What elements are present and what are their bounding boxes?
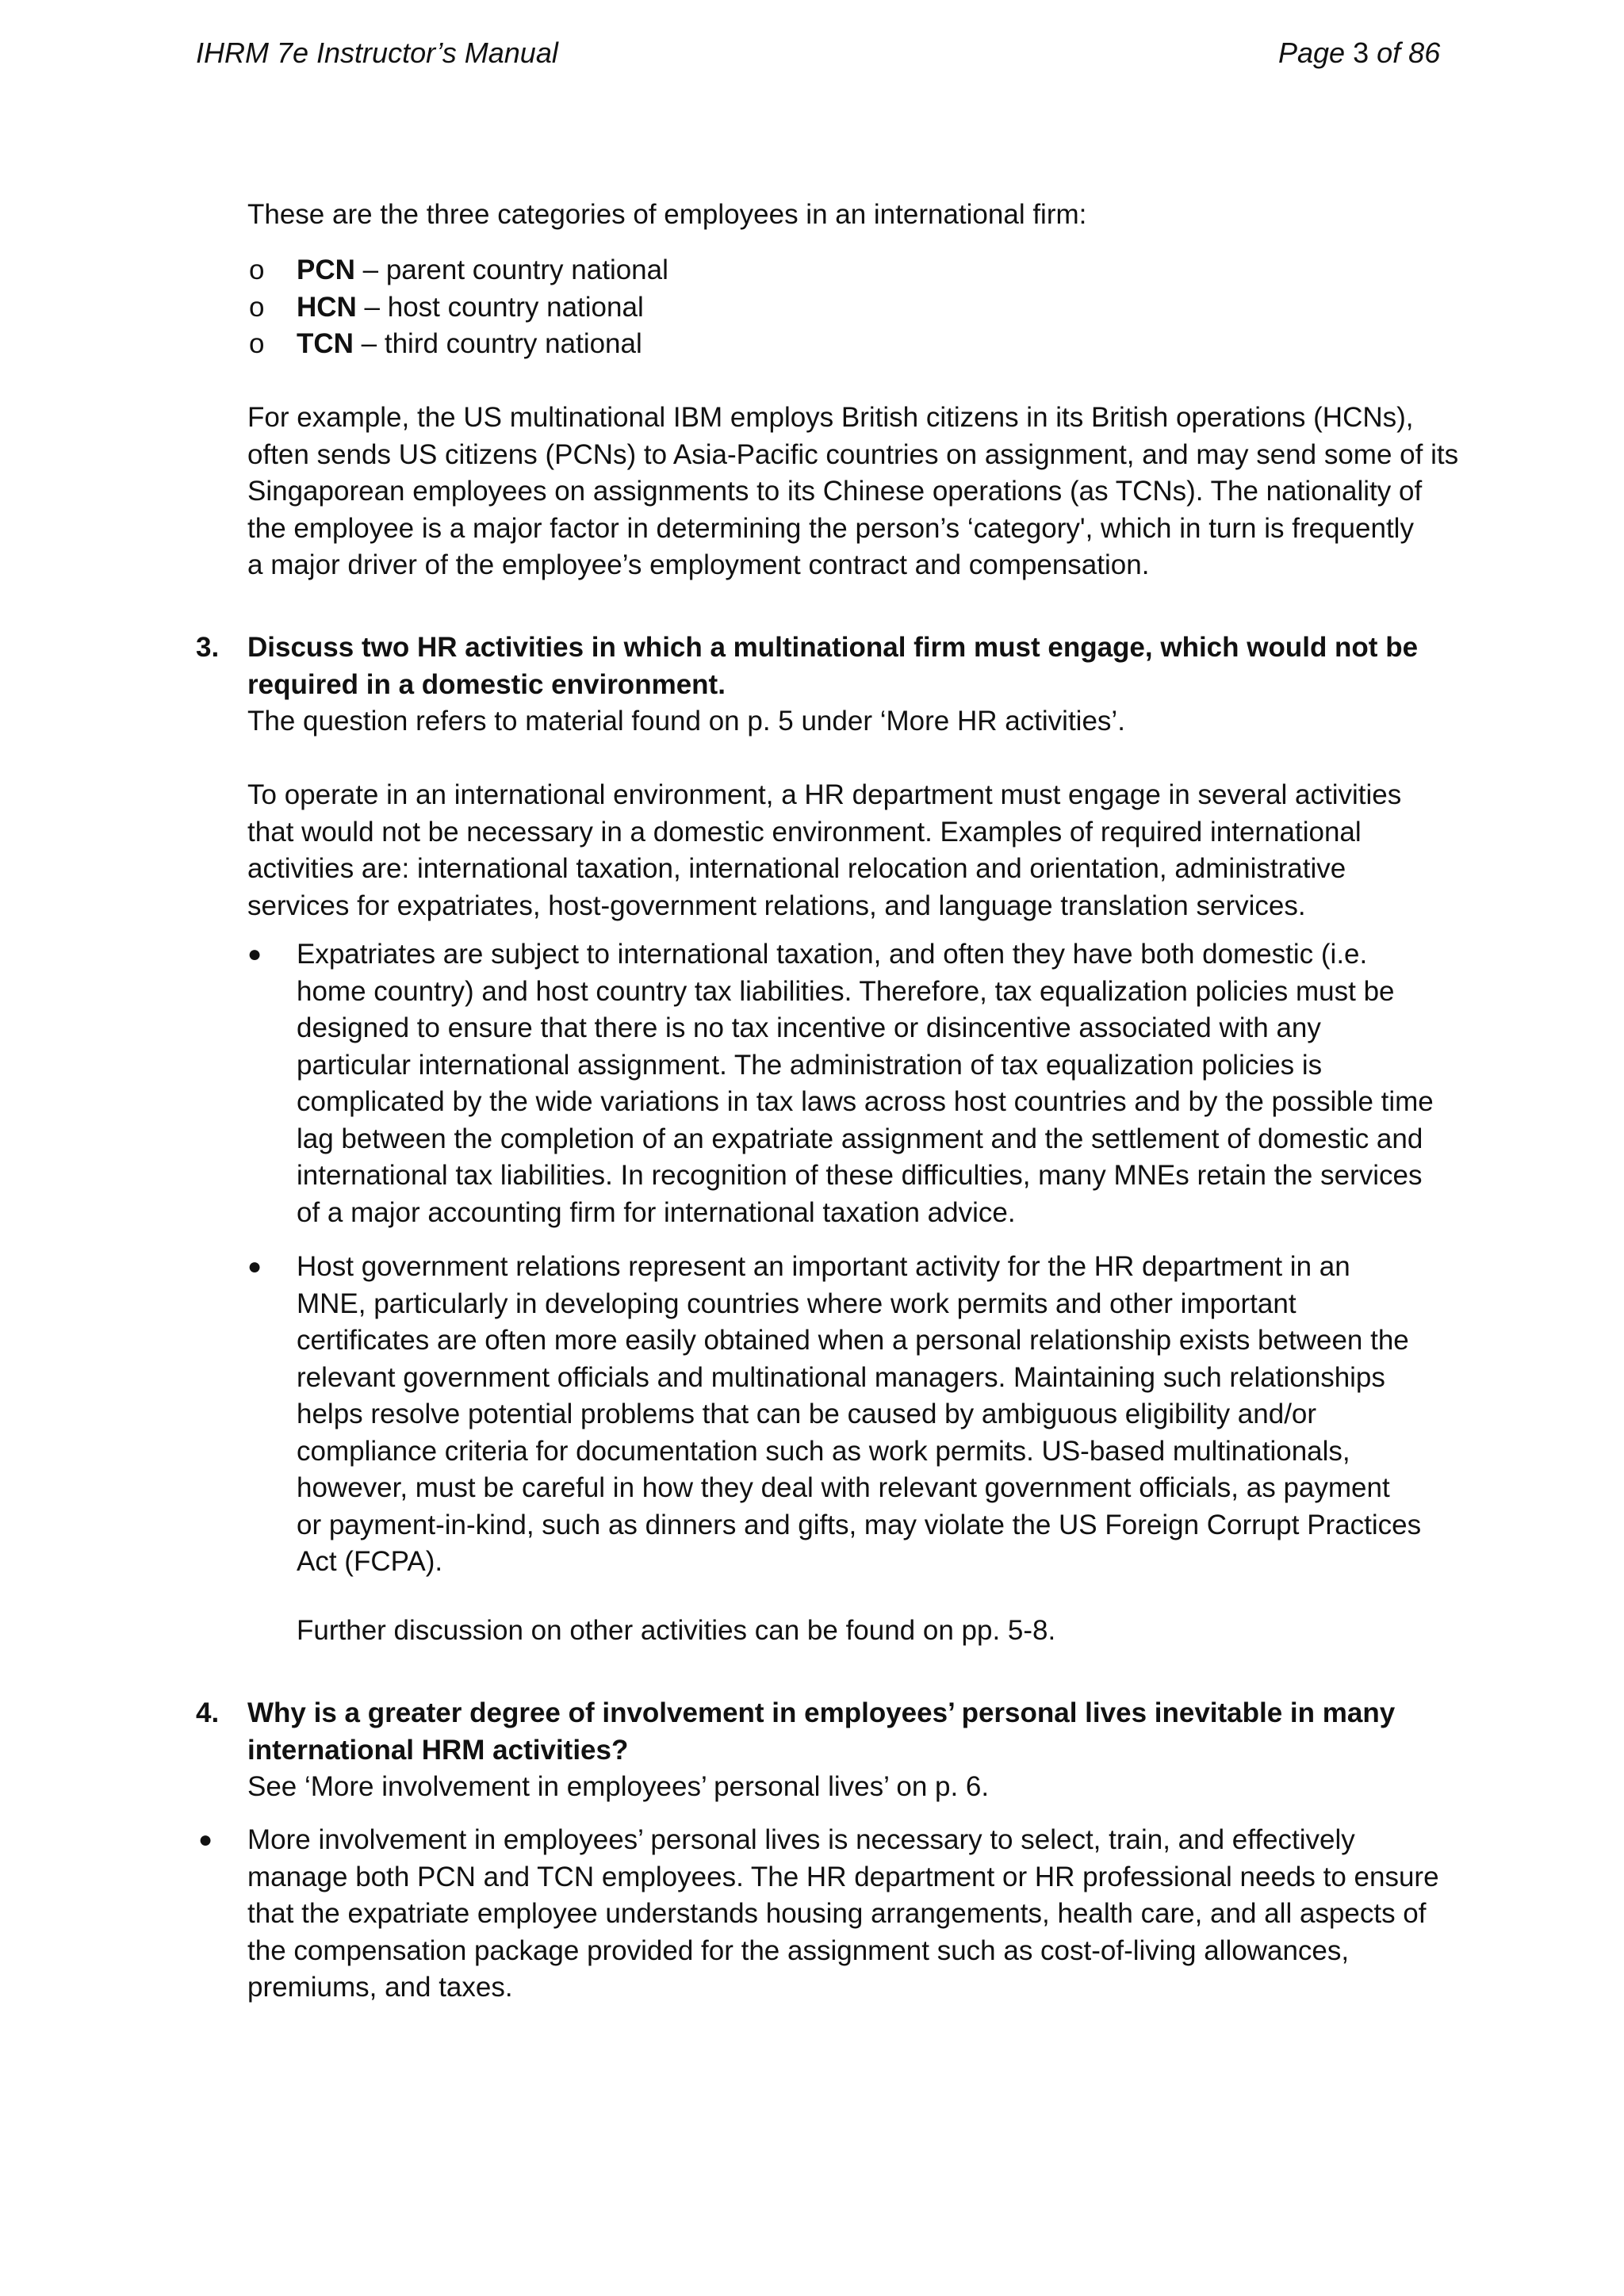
list-marker: o — [249, 291, 265, 323]
paragraph-line: a major driver of the employee’s employment contract and compensation. — [247, 549, 1150, 580]
bullet-dot: ● — [247, 1253, 262, 1280]
question-4 — [247, 1695, 1469, 1806]
category-item — [247, 252, 1437, 289]
category-desc: – parent country national — [354, 254, 668, 285]
paragraph-line: activities are: international taxation, international relocation and orientation, administrative — [247, 853, 1346, 884]
paragraph-line: For example, the US multinational IBM employs British citizens in its British operations (HCNs), — [247, 402, 1414, 433]
bullet-item — [198, 1822, 1469, 2007]
question-reference: See ‘More involvement in employees’ personal lives’ on p. 6. — [247, 1771, 990, 1802]
bullet-item — [247, 936, 1470, 1231]
example-paragraph — [247, 400, 1469, 584]
paragraph-line: often sends US citizens (PCNs) to Asia-Pacific countries on assignment, and may send some of its — [247, 438, 1459, 470]
further-line: Further discussion on other activities can be found on pp. 5-8. — [297, 1615, 1056, 1646]
category-desc: – third country national — [353, 328, 642, 359]
category-list — [247, 252, 1437, 363]
bullet-line: Host government relations represent an important activity for the HR department in an — [297, 1251, 1350, 1282]
bullet-line: lag between the completion of an expatriate assignment and the settlement of domestic and — [297, 1123, 1423, 1154]
bullet-line: compliance criteria for documentation such as work permits. US-based multinationals, — [297, 1435, 1350, 1467]
question-3 — [247, 629, 1469, 740]
bullet-line: helps resolve potential problems that can be caused by ambiguous eligibility and/or — [297, 1399, 1317, 1429]
bullet-line: Act (FCPA). — [297, 1546, 443, 1577]
bullet-line: certificates are often more easily obtained when a personal relationship exists between the — [297, 1325, 1409, 1356]
running-header-title: IHRM 7e Instructor’s Manual — [196, 36, 558, 69]
question-line: required in a domestic environment. — [247, 668, 726, 700]
question-line: Why is a greater degree of involvement in employees’ personal lives inevitable in many — [247, 1697, 1396, 1728]
bullet-line: however, must be careful in how they deal with relevant government officials, as payment — [297, 1472, 1390, 1503]
intro-line: These are the three categories of employees in an international firm: — [247, 199, 1087, 230]
bullet-dot: ● — [247, 941, 262, 967]
paragraph-line: Singaporean employees on assignments to its Chinese operations (as TCNs). The nationality of — [247, 476, 1423, 507]
category-abbr: HCN — [297, 291, 357, 323]
bullet-line: MNE, particularly in developing countries where work permits and other important — [297, 1288, 1297, 1319]
intro-text — [247, 197, 1469, 234]
question-number: 4. — [196, 1697, 220, 1728]
page-label: Page — [1278, 36, 1346, 69]
paragraph-line: that would not be necessary in a domestic environment. Examples of required international — [247, 816, 1362, 848]
bullet-line: complicated by the wide variations in tax laws across host countries and by the possible time — [297, 1086, 1434, 1117]
paragraph-line: To operate in an international environment, a HR department must engage in several activities — [247, 779, 1402, 810]
bullet-line: the compensation package provided for the assignment such as cost-of-living allowances, — [247, 1934, 1350, 1966]
category-item — [247, 326, 1437, 363]
question-line: international HRM activities? — [247, 1734, 629, 1766]
bullet-item — [247, 1249, 1470, 1581]
category-desc: – host country national — [356, 291, 644, 323]
page-number — [1278, 35, 1440, 71]
category-abbr: TCN — [297, 328, 354, 359]
bullet-line: particular international assignment. The administration of tax equalization policies is — [297, 1049, 1323, 1081]
paragraph-line: the employee is a major factor in determining the person’s ‘category', which in turn is frequently — [247, 512, 1414, 544]
bullet-dot: ● — [198, 1827, 213, 1853]
question-line: Discuss two HR activities in which a multinational firm must engage, which would not be — [247, 632, 1419, 663]
bullet-line: or payment-in-kind, such as dinners and gifts, may violate the US Foreign Corrupt Practices — [297, 1509, 1422, 1540]
bullet-line: home country) and host country tax liabilities. Therefore, tax equalization policies must be — [297, 975, 1395, 1007]
bullet-line: that the expatriate employee understands housing arrangements, health care, and all aspects of — [247, 1898, 1427, 1929]
bullet-line: More involvement in employees’ personal lives is necessary to select, train, and effectively — [247, 1824, 1355, 1855]
further-note — [297, 1613, 1470, 1650]
paragraph-line: services for expatriates, host-government relations, and language translation services. — [247, 890, 1306, 921]
category-abbr: PCN — [297, 254, 355, 285]
bullet-line: of a major accounting firm for international taxation advice. — [297, 1196, 1016, 1228]
list-marker: o — [249, 254, 265, 285]
category-item — [247, 289, 1437, 327]
bullet-line: designed to ensure that there is no tax incentive or disincentive associated with any — [297, 1012, 1321, 1043]
bullet-line: premiums, and taxes. — [247, 1972, 513, 2003]
question-number: 3. — [196, 632, 220, 663]
bullet-line: Expatriates are subject to international taxation, and often they have both domestic (i.e. — [297, 939, 1368, 970]
question-reference: The question refers to material found on p. 5 under ‘More HR activities’. — [247, 706, 1125, 737]
bullet-line: relevant government officials and multinational managers. Maintaining such relationships — [297, 1361, 1385, 1393]
q3-paragraph — [247, 777, 1469, 924]
page-current: 3 — [1353, 36, 1369, 69]
list-marker: o — [249, 328, 265, 359]
bullet-line: manage both PCN and TCN employees. The HR department or HR professional needs to ensure — [247, 1861, 1439, 1892]
page-total: of 86 — [1377, 36, 1441, 69]
bullet-line: international tax liabilities. In recognition of these difficulties, many MNEs retain the services — [297, 1160, 1423, 1191]
